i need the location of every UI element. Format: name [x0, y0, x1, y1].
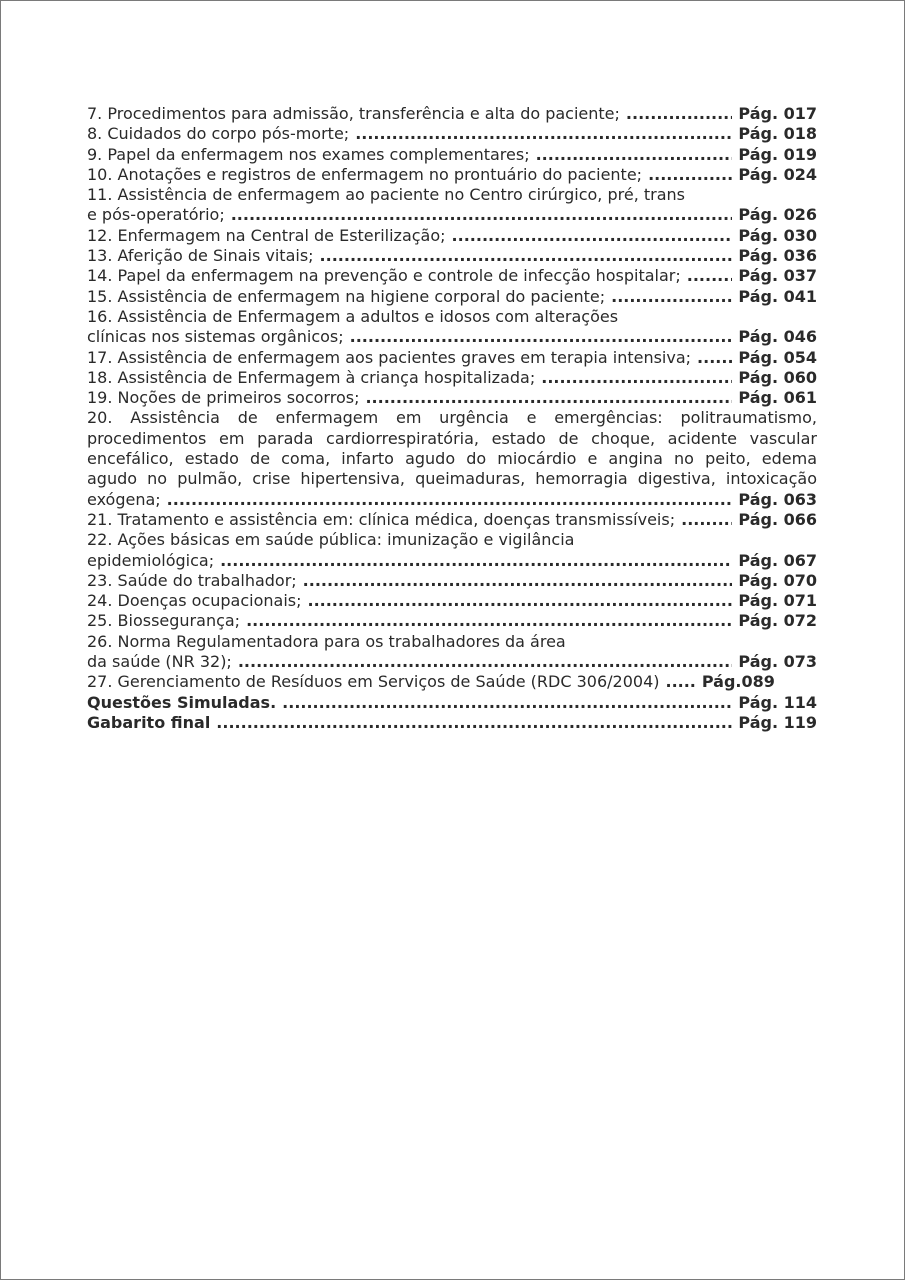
- toc-entry: [87, 185, 817, 226]
- toc-entry: [87, 693, 817, 713]
- toc-entry: [87, 165, 817, 185]
- toc-entry-text: Gabarito final: [87, 712, 211, 732]
- dot-leader: [611, 287, 732, 307]
- toc-entry-text: clínicas nos sistemas orgânicos;: [87, 327, 344, 347]
- toc-entry-text: 22. Ações básicas em saúde pública: imunização e vigilância: [87, 530, 575, 550]
- page-number: Pág. 072: [738, 611, 817, 631]
- dot-leader: [350, 327, 733, 347]
- page-number: Pág. 041: [738, 286, 817, 306]
- toc-entry-text: encefálico, estado de coma, infarto agudo do miocárdio e angina no peito, edema: [87, 449, 817, 469]
- page-number: Pág. 070: [738, 570, 817, 590]
- toc-entry: [87, 408, 817, 509]
- toc-entry-text: exógena;: [87, 489, 161, 509]
- dot-leader: [167, 490, 733, 510]
- dot-leader: [365, 388, 732, 408]
- page-number: Pág. 017: [738, 104, 817, 123]
- dot-leader: [648, 165, 732, 185]
- toc-entry-text: 21. Tratamento e assistência em: clínica médica, doenças transmissíveis;: [87, 509, 676, 529]
- toc-entry: [87, 124, 817, 144]
- table-of-contents: [87, 104, 817, 733]
- dot-leader: [697, 348, 732, 368]
- toc-entry-text: 20. Assistência de enfermagem em urgência e emergências: politraumatismo,: [87, 408, 817, 428]
- toc-entry: [87, 348, 817, 368]
- toc-entry-text: 12. Enfermagem na Central de Esterilização;: [87, 225, 446, 245]
- dot-leader: [452, 226, 733, 246]
- dot-leader: [220, 551, 732, 571]
- page-number: Pág. 119: [738, 712, 817, 732]
- toc-entry: [87, 266, 817, 286]
- toc-entry-text: 25. Biossegurança;: [87, 611, 241, 631]
- toc-entry: [87, 510, 817, 530]
- dot-leader: [307, 591, 732, 611]
- page-number: Pág. 026: [738, 205, 817, 225]
- page-number: Pág. 024: [738, 164, 817, 184]
- toc-entry: [87, 226, 817, 246]
- page-number: Pág. 018: [738, 124, 817, 144]
- toc-entry-text: da saúde (NR 32);: [87, 652, 232, 672]
- page-number: Pág. 066: [738, 509, 817, 529]
- toc-entry-text: 9. Papel da enfermagem nos exames complementares;: [87, 144, 530, 164]
- page-number: Pág. 067: [738, 550, 817, 570]
- toc-entry: [87, 104, 817, 124]
- toc-entry: [87, 530, 817, 571]
- toc-entry: [87, 611, 817, 631]
- toc-entry: [87, 632, 817, 673]
- dot-leader: .....: [665, 672, 696, 692]
- toc-entry: [87, 287, 817, 307]
- dot-leader: [216, 713, 732, 733]
- toc-entry: [87, 672, 817, 692]
- page-number: Pág. 030: [738, 225, 817, 245]
- toc-entry-text: 13. Aferição de Sinais vitais;: [87, 246, 314, 266]
- page-number: Pág. 054: [738, 347, 817, 367]
- dot-leader: [536, 145, 733, 165]
- page-number: Pág. 061: [738, 388, 817, 408]
- toc-entry-text: 8. Cuidados do corpo pós-morte;: [87, 124, 350, 144]
- page-number: Pág.089: [701, 672, 775, 692]
- dot-leader: [687, 266, 733, 286]
- dot-leader: [626, 104, 732, 124]
- dot-leader: [303, 571, 733, 591]
- toc-entry-text: 11. Assistência de enfermagem ao paciente no Centro cirúrgico, pré, trans: [87, 185, 685, 205]
- dot-leader: [355, 124, 732, 144]
- page-number: Pág. 019: [738, 144, 817, 164]
- toc-entry-text: 27. Gerenciamento de Resíduos em Serviços de Saúde (RDC 306/2004): [87, 672, 660, 692]
- toc-entry-text: 24. Doenças ocupacionais;: [87, 591, 302, 611]
- toc-entry-text: 26. Norma Regulamentadora para os trabalhadores da área: [87, 631, 566, 651]
- dot-leader: [320, 246, 733, 266]
- toc-entry: [87, 591, 817, 611]
- dot-leader: [231, 205, 733, 225]
- toc-entry-text: 18. Assistência de Enfermagem à criança hospitalizada;: [87, 367, 536, 387]
- toc-entry-text: 16. Assistência de Enfermagem a adultos e idosos com alterações: [87, 306, 619, 326]
- page-number: Pág. 046: [738, 327, 817, 347]
- toc-entry-text: 15. Assistência de enfermagem na higiene corporal do paciente;: [87, 286, 606, 306]
- toc-entry-text: 23. Saúde do trabalhador;: [87, 570, 297, 590]
- toc-entry-text: epidemiológica;: [87, 550, 215, 570]
- page-number: Pág. 071: [738, 591, 817, 611]
- toc-entry-text: 14. Papel da enfermagem na prevenção e controle de infecção hospitalar;: [87, 266, 681, 286]
- toc-entry-text: 10. Anotações e registros de enfermagem no prontuário do paciente;: [87, 164, 643, 184]
- toc-entry: [87, 713, 817, 733]
- toc-entry: [87, 571, 817, 591]
- dot-leader: [282, 693, 732, 713]
- toc-entry-text: e pós-operatório;: [87, 205, 225, 225]
- page-number: Pág. 037: [738, 266, 817, 286]
- dot-leader: [541, 368, 732, 388]
- toc-entry-text: 17. Assistência de enfermagem aos pacientes graves em terapia intensiva;: [87, 347, 692, 367]
- toc-entry-text: agudo no pulmão, crise hipertensiva, queimaduras, hemorragia digestiva, intoxicação: [87, 469, 817, 489]
- page-number: Pág. 060: [738, 367, 817, 387]
- dot-leader: [246, 611, 732, 631]
- toc-entry: [87, 388, 817, 408]
- toc-entry: [87, 246, 817, 266]
- toc-entry-text: Questões Simuladas.: [87, 692, 277, 712]
- page-number: Pág. 114: [738, 692, 817, 712]
- toc-entry-text: 19. Noções de primeiros socorros;: [87, 388, 360, 408]
- toc-entry-text: procedimentos em parada cardiorrespiratória, estado de choque, acidente vascular: [87, 428, 817, 448]
- dot-leader: [238, 652, 733, 672]
- toc-entry: [87, 307, 817, 348]
- toc-entry: [87, 145, 817, 165]
- toc-entry: [87, 368, 817, 388]
- dot-leader: [681, 510, 732, 530]
- page-number: Pág. 036: [738, 246, 817, 266]
- page-number: Pág. 063: [738, 489, 817, 509]
- page-number: Pág. 073: [738, 652, 817, 672]
- toc-entry-text: 7. Procedimentos para admissão, transferência e alta do paciente;: [87, 104, 620, 123]
